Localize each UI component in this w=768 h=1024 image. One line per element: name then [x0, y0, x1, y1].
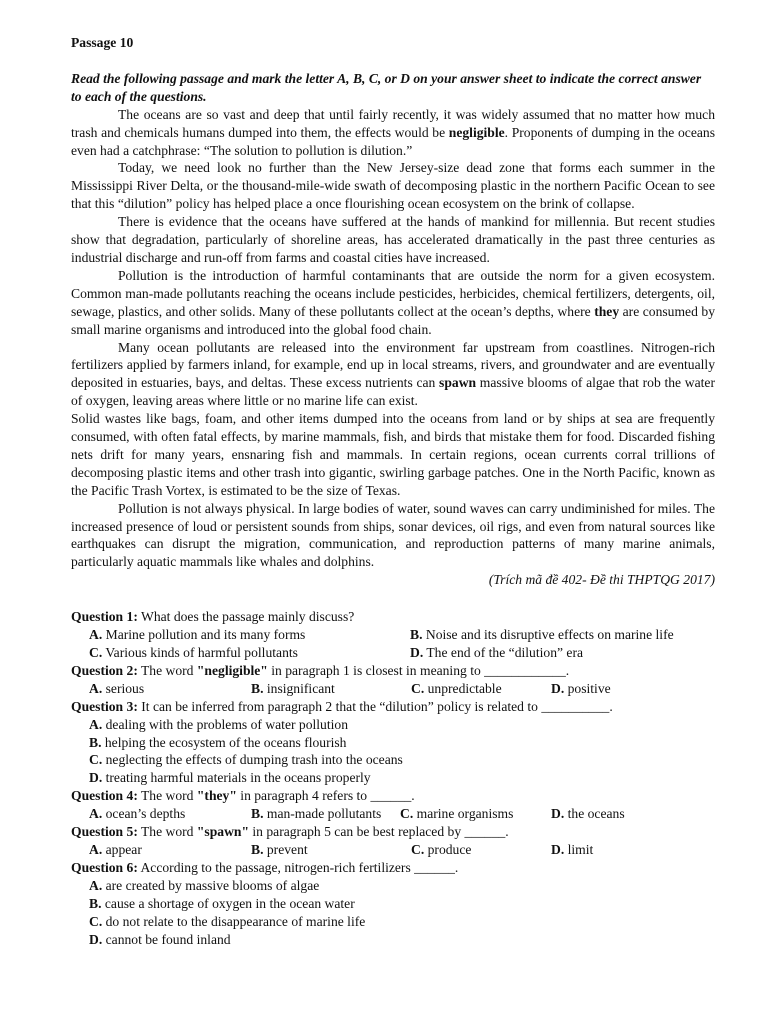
- question-6: Question 6: According to the passage, nitrogen-rich fertilizers ______.: [71, 859, 459, 875]
- question-2: Question 2: The word "negligible" in paragraph 1 is closest in meaning to ____________.: [71, 662, 570, 678]
- question-4: Question 4: The word "they" in paragraph 4 refers to ______.: [71, 788, 415, 804]
- option-b[interactable]: B. insignificant: [251, 680, 335, 696]
- question-3: Question 3: It can be inferred from paragraph 2 that the “dilution” policy is related to __________.: [71, 698, 613, 714]
- question-5-options: [71, 841, 715, 859]
- question-4-options: [71, 805, 715, 823]
- option-a[interactable]: A. serious: [89, 680, 145, 696]
- question-1: Question 1: What does the passage mainly discuss?: [71, 609, 355, 625]
- question-1-options-row-2: [71, 644, 715, 662]
- option-d[interactable]: D. treating harmful materials in the oceans properly: [89, 770, 371, 786]
- keyword-spawn: spawn: [439, 375, 477, 391]
- option-a[interactable]: A. dealing with the problems of water pollution: [89, 716, 348, 732]
- instruction: Read the following passage and mark the letter A, B, C, or D on your answer sheet to indicate the correct answer to each of the questions.: [71, 70, 702, 104]
- option-c[interactable]: C. Various kinds of harmful pollutants: [89, 645, 298, 660]
- option-a[interactable]: A. appear: [89, 841, 142, 857]
- option-d[interactable]: D. the oceans: [551, 806, 625, 822]
- paragraph-1: The oceans are so vast and deep that until fairly recently, it was widely assumed that no matter how much trash and chemicals humans dumped into them, the effects would be negligible. Proponents of dumping in the oceans even had a catchphrase: “The solution to pollution is dilution.”: [71, 106, 715, 158]
- option-d[interactable]: D. limit: [551, 841, 594, 857]
- option-c[interactable]: C. produce: [411, 841, 472, 857]
- option-c[interactable]: C. neglecting the effects of dumping trash into the oceans: [89, 752, 403, 768]
- document-page: [71, 34, 715, 948]
- option-c[interactable]: C. marine organisms: [400, 806, 514, 822]
- keyword-they: they: [594, 303, 620, 319]
- paragraph-3: There is evidence that the oceans have suffered at the hands of mankind for millennia. But recent studies show that degradation, particularly of shoreline areas, has accelerated dramatically in the past three centuries as industrial discharge and run-off from farms and coastal cities have increased.: [71, 214, 715, 265]
- option-b[interactable]: B. man-made pollutants: [251, 806, 382, 822]
- option-b[interactable]: B. helping the ecosystem of the oceans flourish: [89, 734, 347, 750]
- option-b[interactable]: B. prevent: [251, 841, 308, 857]
- option-d[interactable]: D. The end of the “dilution” era: [410, 645, 584, 660]
- paragraph-5: Many ocean pollutants are released into the environment far upstream from coastlines. Nitrogen-rich fertilizers applied by farmers inland, for example, end up in local streams, rivers, and groundwater and are eventually deposited in estuaries, bays, and deltas. These excess nutrients can spawn massive blooms of algae that rob the water of oxygen, leaving areas where little or no marine life can exist.: [71, 339, 715, 409]
- passage-title: Passage 10: [71, 35, 134, 50]
- paragraph-2: Today, we need look no further than the New Jersey-size dead zone that forms each summer in the Mississippi River Delta, or the thousand-mile-wide swath of decomposing plastic in the northern Pacific Ocean to see that this “dilution” policy has helped place a once flourishing ocean ecosystem on the brink of collapse.: [71, 160, 715, 212]
- option-c[interactable]: C. do not relate to the disappearance of marine life: [89, 913, 366, 929]
- paragraph-4: Pollution is the introduction of harmful contaminants that are outside the norm for a given ecosystem. Common man-made pollutants reaching the oceans include pesticides, herbicides, chemical fertilizers, detergents, oil, sewage, plastics, and other solids. Many of these pollutants collect at the ocean’s depths, where they are consumed by small marine organisms and introduced into the global food chain.: [71, 267, 715, 337]
- paragraph-5-continued: Solid wastes like bags, foam, and other items dumped into the oceans from land or by ships at sea are frequently consumed, with often fatal effects, by marine mammals, fish, and birds that mistake them for food. Discarded fishing nets drift for many years, ensnaring fish and mammals. In certain regions, ocean currents corral trillions of decomposing plastic items and other trash into gigantic, swirling garbage patches. One in the North Pacific, known as the Pacific Trash Vortex, is estimated to be the size of Texas.: [71, 411, 715, 498]
- option-b[interactable]: B. Noise and its disruptive effects on marine life: [410, 627, 674, 643]
- option-d[interactable]: D. cannot be found inland: [89, 931, 231, 947]
- paragraph-6: Pollution is not always physical. In large bodies of water, sound waves can carry undiminished for miles. The increased presence of loud or persistent sounds from ships, sonar devices, oil rigs, and even from natural sources like earthquakes can disrupt the migration, communication, and reproduction patterns of many marine animals, particularly aquatic mammals like whales and dolphins.: [71, 500, 715, 570]
- option-d[interactable]: D. positive: [551, 680, 611, 696]
- question-1-options-row-1: [71, 626, 715, 644]
- option-a[interactable]: A. ocean’s depths: [89, 806, 186, 822]
- option-a[interactable]: A. are created by massive blooms of algae: [89, 877, 320, 893]
- option-b[interactable]: B. cause a shortage of oxygen in the ocean water: [89, 895, 355, 911]
- option-a[interactable]: A. Marine pollution and its many forms: [89, 627, 306, 643]
- keyword-negligible: negligible: [448, 124, 505, 140]
- question-5: Question 5: The word "spawn" in paragraph 5 can be best replaced by ______.: [71, 824, 509, 840]
- question-2-options: [71, 680, 715, 698]
- option-c[interactable]: C. unpredictable: [411, 680, 502, 696]
- source-citation: (Trích mã đề 402- Đề thi THPTQG 2017): [488, 572, 715, 588]
